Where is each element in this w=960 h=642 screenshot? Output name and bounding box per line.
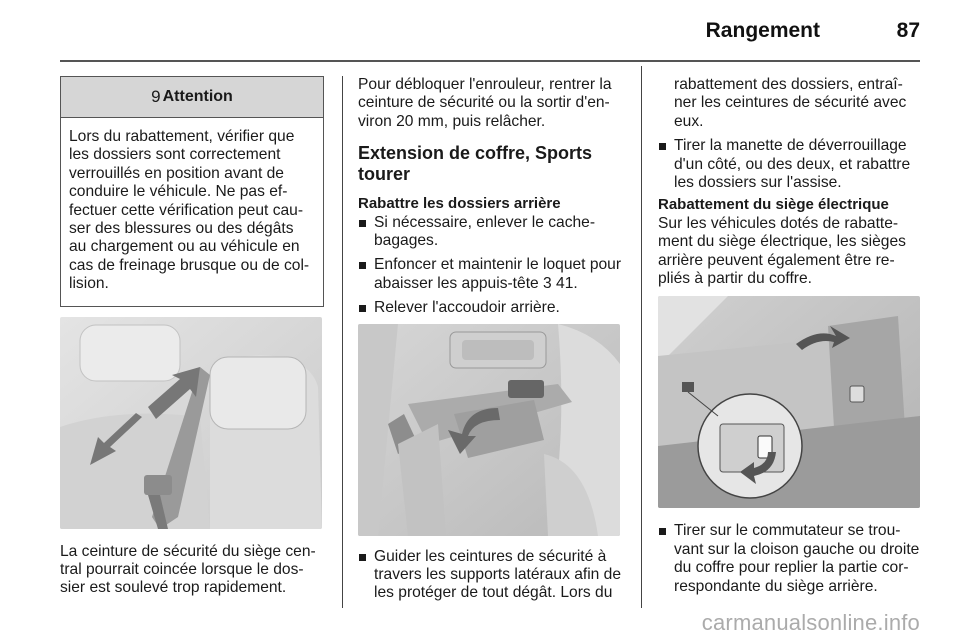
list-item [358, 299, 626, 317]
attention-heading: Attention [162, 87, 233, 105]
step-list [658, 137, 924, 192]
text-line: viron 20 mm, puis relâcher. [358, 112, 546, 130]
text-line: pliés à partir du coffre. [658, 270, 812, 288]
cargo-switch-illustration [658, 296, 920, 508]
list-item [358, 256, 626, 293]
text-line: verrouillés en position avant de [69, 164, 284, 182]
text-line: au chargement ou au véhicule en [69, 238, 300, 256]
text-line: vant sur la cloison gauche ou droite [674, 540, 920, 558]
text-line: abaisser les appuis-tête 3 41. [374, 274, 578, 292]
step-list [658, 522, 924, 596]
text-line: lision. [69, 275, 109, 293]
armrest-illustration [358, 324, 620, 536]
text-line: les dossiers sont correctement [69, 146, 281, 164]
text-line: Tirer la manette de déverrouillage [674, 137, 907, 155]
text-line: ser des blessures ou des dégâts [69, 220, 294, 238]
text-line: ceinture de sécurité ou la sortir d'en- [358, 94, 610, 112]
column-left [60, 76, 325, 598]
text-line: sier est soulevé trop rapidement. [60, 579, 287, 597]
text-line: Extension de coffre, Sports [358, 143, 593, 164]
text-line: bagages. [374, 232, 439, 250]
subheading: Rabattement du siège électrique [658, 196, 889, 214]
illustration-caption [60, 543, 325, 598]
step-list [358, 548, 626, 603]
text-line: du coffre pour replier la partie cor- [674, 559, 909, 577]
text-line: Enfoncer et maintenir le loquet pour [374, 256, 622, 274]
warning-icon: 9 [151, 86, 161, 106]
text-line: cas de freinage brusque ou de col- [69, 256, 310, 274]
column-middle [358, 76, 626, 609]
site-watermark: carmanualsonline.info [701, 610, 920, 635]
column-divider [641, 66, 642, 608]
list-item [658, 522, 924, 596]
text-line: ner les ceintures de sécurité avec [674, 94, 907, 112]
intro-paragraph [358, 76, 626, 131]
text-line: respondante du siège arrière. [674, 577, 878, 595]
text-line: Si nécessaire, enlever le cache- [374, 213, 596, 231]
text-line: Guider les ceintures de sécurité à [374, 547, 607, 565]
column-divider [342, 76, 343, 608]
text-line: les protéger de tout dégât. Lors du [374, 584, 613, 602]
text-line: eux. [674, 112, 704, 130]
text-line: Tirer sur le commutateur se trou- [674, 522, 901, 540]
list-item [358, 548, 626, 603]
text-line: arrière peuvent également être re- [658, 251, 895, 269]
text-line: rabattement des dossiers, entraî- [674, 76, 903, 93]
text-line: fectuer cette vérification peut cau- [69, 201, 304, 219]
section-title: Rangement [705, 19, 820, 42]
section-heading [358, 143, 626, 185]
text-line: d'un côté, ou des deux, et rabattre [674, 155, 911, 173]
text-line: conduire le véhicule. Ne pas ef- [69, 183, 288, 201]
electric-seat-paragraph [658, 215, 924, 289]
text-line: Lors du rabattement, vérifier que [69, 128, 295, 145]
text-line: Pour débloquer l'enrouleur, rentrer la [358, 76, 612, 93]
text-line: tral pourrait coincée lorsque le dos- [60, 561, 304, 579]
header-rule [60, 60, 920, 62]
attention-text [61, 118, 323, 306]
attention-box [60, 76, 324, 307]
text-line: ment du siège électrique, les sièges [658, 233, 906, 251]
text-line: tourer [358, 164, 411, 185]
text-line: travers les supports latéraux afin de [374, 566, 622, 584]
text-line: les dossiers sur l'assise. [674, 174, 842, 192]
text-line: La ceinture de sécurité du siège cen- [60, 542, 316, 560]
page-number: 87 [896, 19, 920, 42]
step-list [358, 214, 626, 318]
text-line: Relever l'accoudoir arrière. [374, 299, 560, 317]
continued-text [658, 76, 924, 131]
text-line: Sur les véhicules dotés de rabatte- [658, 214, 899, 232]
seatbelt-headrest-illustration [60, 317, 322, 529]
column-right [658, 76, 924, 602]
page-header [0, 0, 960, 62]
list-item [358, 214, 626, 251]
subheading: Rabattre les dossiers arrière [358, 195, 561, 213]
attention-header [61, 77, 323, 118]
list-item [658, 137, 924, 192]
